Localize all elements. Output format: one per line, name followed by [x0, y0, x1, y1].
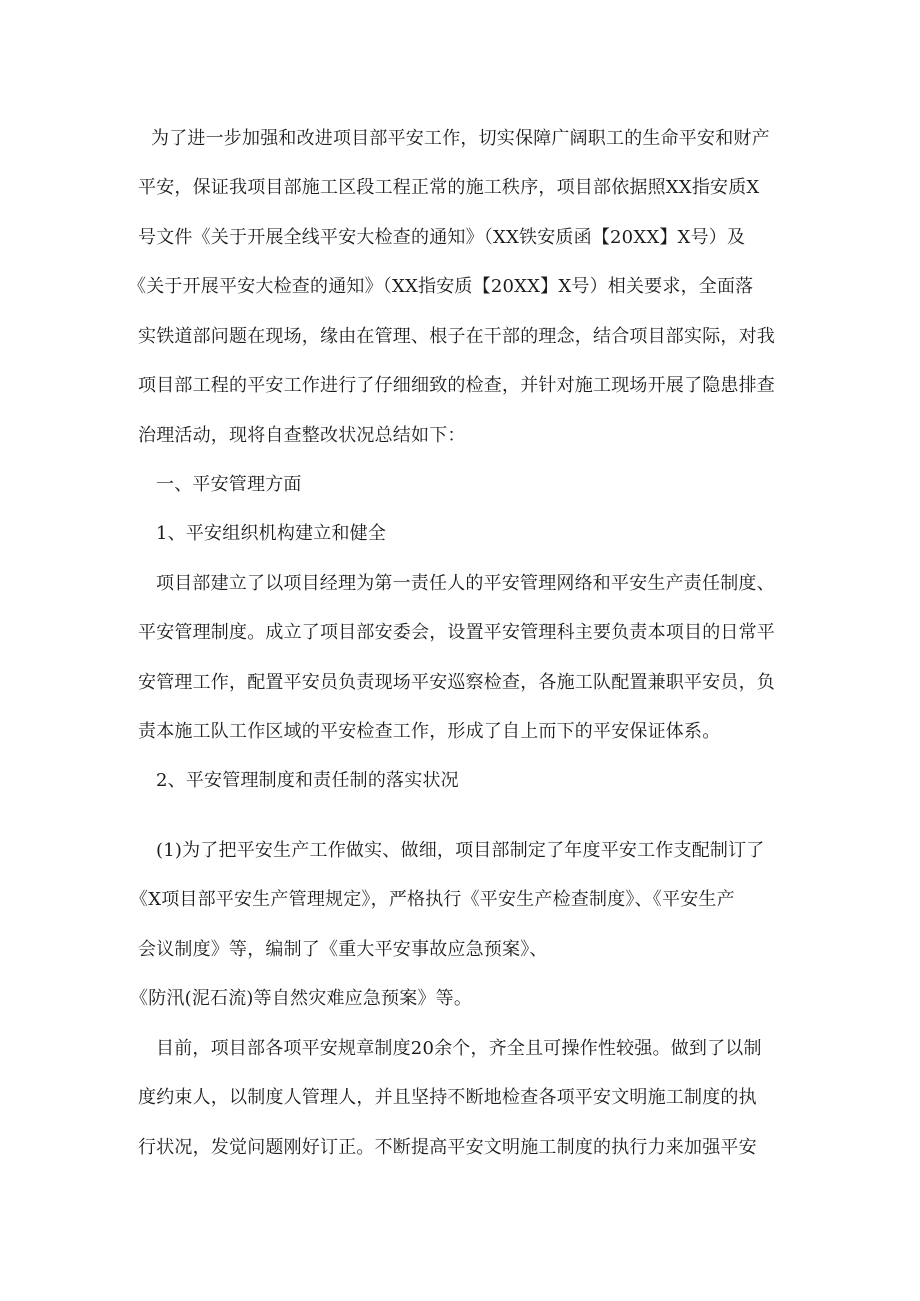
para-1-line-3: 安管理工作，配置平安员负责现场平安巡察检查，各施工队配置兼职平安员，负	[138, 672, 775, 693]
intro-line-1: 为了进一步加强和改进项目部平安工作，切实保障广阔职工的生命平安和财产	[151, 128, 770, 149]
subsection-heading-1: 1、平安组织机构建立和健全	[156, 523, 387, 544]
subsection-heading-2: 2、平安管理制度和责任制的落实状况	[156, 770, 459, 791]
intro-line-3: 号文件《关于开展全线平安大检查的通知》（XX铁安质函【20XX】X号）及	[138, 227, 746, 248]
para-3-line-3: 行状况，发觉问题刚好订正。不断提高平安文明施工制度的执行力来加强平安	[138, 1137, 757, 1158]
para-2-line-3: 会议制度》等，编制了《重大平安事故应急预案》、	[138, 939, 548, 960]
para-1-line-2: 平安管理制度。成立了项目部安委会，设置平安管理科主要负责本项目的日常平	[138, 622, 775, 643]
para-2-line-4: 《防汛(泥石流)等自然灾难应急预案》等。	[130, 988, 473, 1009]
intro-line-7: 治理活动，现将自查整改状况总结如下：	[138, 425, 466, 446]
para-1-line-4: 责本施工队工作区域的平安检查工作，形成了自上而下的平安保证体系。	[138, 721, 721, 742]
para-3-line-2: 度约束人，以制度人管理人，并且坚持不断地检查各项平安文明施工制度的执	[138, 1087, 757, 1108]
para-2-line-2: 《X项目部平安生产管理规定》，严格执行《平安生产检查制度》、《平安生产	[130, 889, 735, 910]
intro-line-4: 《关于开展平安大检查的通知》（XX指安质【20XX】X号）相关要求，全面落	[128, 276, 754, 297]
para-1-line-1: 项目部建立了以项目经理为第一责任人的平安管理网络和平安生产责任制度、	[156, 573, 775, 594]
intro-line-6: 项目部工程的平安工作进行了仔细细致的检查，并针对施工现场开展了隐患排查	[138, 375, 775, 396]
intro-line-2: 平安，保证我项目部施工区段工程正常的施工秩序，项目部依据照XX指安质X	[138, 177, 760, 198]
para-3-line-1: 目前，项目部各项平安规章制度20余个，齐全且可操作性较强。做到了以制	[156, 1038, 762, 1059]
section-heading: 一、平安管理方面	[156, 474, 302, 495]
para-2-line-1: (1)为了把平安生产工作做实、做细，项目部制定了年度平安工作支配制订了	[156, 840, 765, 861]
intro-line-5: 实铁道部问题在现场，缘由在管理、根子在干部的理念，结合项目部实际，对我	[138, 326, 775, 347]
